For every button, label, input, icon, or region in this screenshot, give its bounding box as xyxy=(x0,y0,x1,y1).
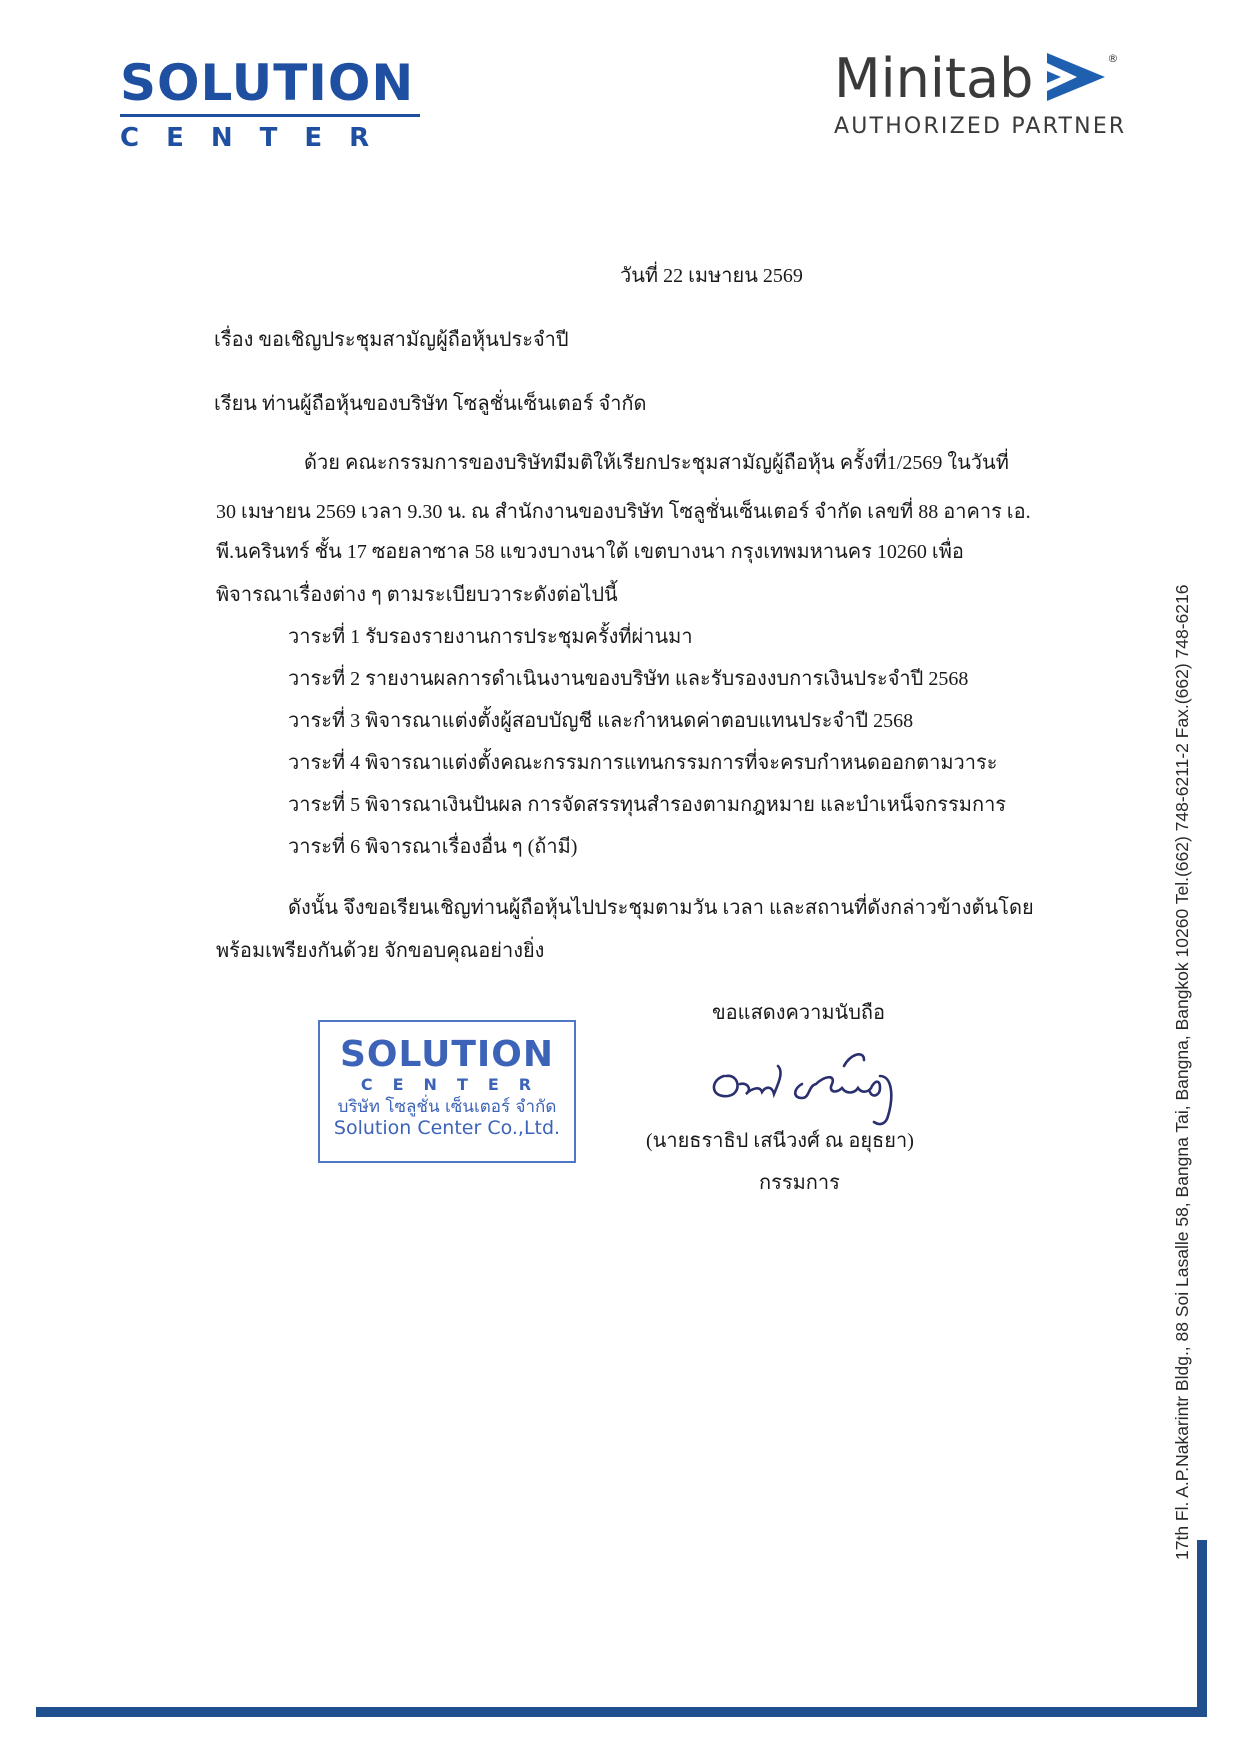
minitab-subtitle: AUTHORIZED PARTNER xyxy=(834,114,1127,139)
agenda-item: วาระที่ 3 พิจารณาแต่งตั้งผู้สอบบัญชี และกำหนดค่าตอบแทนประจำปี 2568 xyxy=(288,710,914,732)
signature-image xyxy=(704,1036,914,1133)
letter-subject: เรื่อง ขอเชิญประชุมสามัญผู้ถือหุ้นประจำปี xyxy=(214,329,569,351)
logo-sub-text: CENTER xyxy=(120,123,397,153)
stamp-english-name: Solution Center Co.,Ltd. xyxy=(333,1117,561,1140)
letter-date: วันที่ 22 เมษายน 2569 xyxy=(620,265,803,287)
company-address: 17th Fl. A.P.Nakarintr Bldg., 88 Soi Lasalle 58, Bangna Tai, Bangna, Bangkok 10260 Tel.(662) 748-6211-2 Fax.(662) 748-6216 xyxy=(1172,584,1192,1560)
minitab-logo xyxy=(834,47,1134,139)
regards: ขอแสดงความนับถือ xyxy=(712,1002,886,1024)
agenda-item: วาระที่ 4 พิจารณาแต่งตั้งคณะกรรมการแทนกรรมการที่จะครบกำหนดออกตามวาระ xyxy=(288,752,998,774)
agenda-item: วาระที่ 5 พิจารณาเงินปันผล การจัดสรรทุนสำรองตามกฎหมาย และบำเหน็จกรรมการ xyxy=(288,794,1007,816)
bottom-bar xyxy=(36,1707,1207,1717)
closing-line: พร้อมเพรียงกันด้วย จักขอบคุณอย่างยิ่ง xyxy=(216,940,545,962)
letter-recipient: เรียน ท่านผู้ถือหุ้นของบริษัท โซลูชั่นเซ็นเตอร์ จำกัด xyxy=(214,393,647,415)
minitab-arrow-icon xyxy=(1047,53,1105,106)
company-stamp xyxy=(318,1020,576,1163)
body-line: พิจารณาเรื่องต่าง ๆ ตามระเบียบวาระดังต่อไปนี้ xyxy=(216,584,618,606)
body-line: ด้วย คณะกรรมการของบริษัทมีมติให้เรียกประชุมสามัญผู้ถือหุ้น ครั้งที่1/2569 ในวันที่ xyxy=(304,452,1009,474)
solution-center-logo xyxy=(120,54,420,153)
side-bar xyxy=(1197,1540,1207,1717)
logo-main-text: SOLUTION xyxy=(120,54,415,112)
body-line: 30 เมษายน 2569 เวลา 9.30 น. ณ สำนักงานของบริษัท โซลูชั่นเซ็นเตอร์ จำกัด เลขที่ 88 อาคาร เอ. xyxy=(216,501,1031,523)
stamp-thai-name: บริษัท โซลูชั่น เซ็นเตอร์ จำกัด xyxy=(337,1097,557,1117)
signer-title: กรรมการ xyxy=(759,1172,840,1194)
agenda-item: วาระที่ 1 รับรองรายงานการประชุมครั้งที่ผ่านมา xyxy=(288,626,693,648)
stamp-main-text: SOLUTION xyxy=(339,1034,555,1075)
closing-line: ดังนั้น จึงขอเรียนเชิญท่านผู้ถือหุ้นไปประชุมตามวัน เวลา และสถานที่ดังกล่าวข้างต้นโดย xyxy=(288,897,1034,919)
signer-name: (นายธราธิป เสนีวงศ์ ณ อยุธยา) xyxy=(646,1130,914,1152)
registered-mark: ® xyxy=(1107,52,1119,65)
body-line: พี.นครินทร์ ชั้น 17 ซอยลาซาล 58 แขวงบางนาใต้ เขตบางนา กรุงเทพมหานคร 10260 เพื่อ xyxy=(216,541,964,563)
stamp-sub-text: CENTER xyxy=(360,1075,552,1094)
logo-rule xyxy=(120,114,420,117)
minitab-name: Minitab xyxy=(834,47,1034,110)
agenda-item: วาระที่ 6 พิจารณาเรื่องอื่น ๆ (ถ้ามี) xyxy=(288,836,578,858)
agenda-item: วาระที่ 2 รายงานผลการดำเนินงานของบริษัท และรับรองงบการเงินประจำปี 2568 xyxy=(288,668,969,690)
